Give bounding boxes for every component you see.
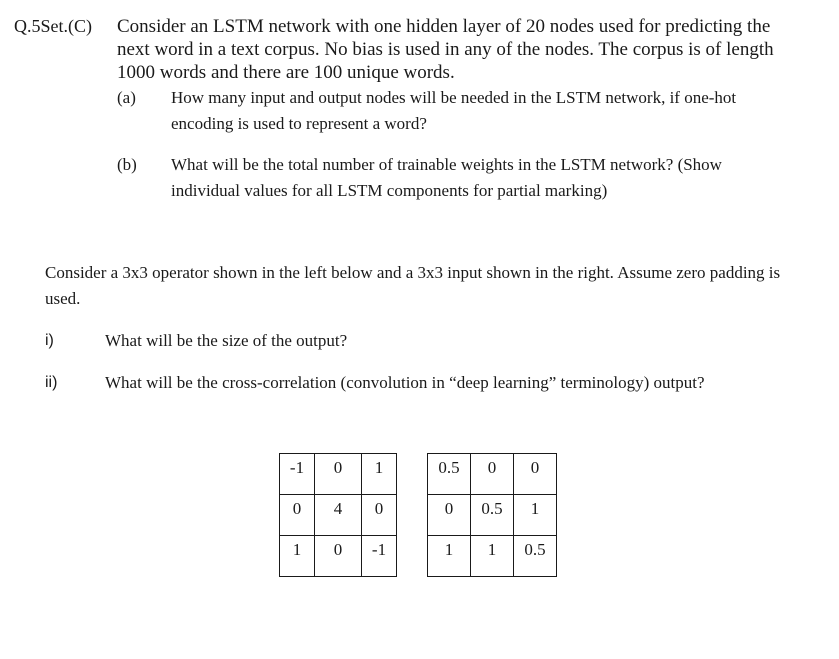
part-b-text: What will be the total number of trainable weights in the LSTM network? (Show individual values for all LSTM components for partial marking) — [171, 155, 722, 200]
item-ii-text: What will be the cross-correlation (convolution in “deep learning” terminology) output? — [105, 373, 705, 392]
item-i-text: What will be the size of the output? — [105, 331, 348, 350]
part-b-label: (b) — [117, 155, 137, 174]
matrix-cell: 1 — [428, 536, 471, 577]
item-i-label: i) — [45, 332, 54, 349]
matrix-cell: 0.5 — [428, 454, 471, 495]
matrix-cell: 0 — [514, 454, 557, 495]
matrix-cell: 0 — [315, 454, 362, 495]
matrix-cell: 1 — [280, 536, 315, 577]
question-text: Consider an LSTM network with one hidden layer of 20 nodes used for predicting the next word in a text corpus. No bias is used in any of the nodes. The corpus is of length 1000 words and there are 100 unique words. — [117, 16, 774, 83]
matrix-cell: 0.5 — [514, 536, 557, 577]
matrix-cell: 0 — [315, 536, 362, 577]
matrix-cell: 0 — [280, 495, 315, 536]
input-matrix — [427, 453, 557, 577]
matrix-cell: 1 — [471, 536, 514, 577]
question-label: Q.5Set.(C) — [14, 16, 92, 36]
matrix-cell: 0 — [471, 454, 514, 495]
input-row — [428, 454, 557, 495]
input-row — [428, 536, 557, 577]
matrix-cell: 1 — [514, 495, 557, 536]
part-a-label: (a) — [117, 88, 136, 107]
matrix-cell: -1 — [362, 536, 397, 577]
operator-row — [280, 536, 397, 577]
conv-intro: Consider a 3x3 operator shown in the left below and a 3x3 input shown in the right. Assume zero padding is used. — [45, 263, 781, 308]
operator-row — [280, 495, 397, 536]
matrix-cell: 0 — [362, 495, 397, 536]
matrix-cell: -1 — [280, 454, 315, 495]
matrix-cell: 0.5 — [471, 495, 514, 536]
matrix-cell: 0 — [428, 495, 471, 536]
part-a-text: How many input and output nodes will be needed in the LSTM network, if one-hot encoding is used to represent a word? — [171, 88, 737, 133]
matrix-cell: 4 — [315, 495, 362, 536]
operator-row — [280, 454, 397, 495]
matrix-cell: 1 — [362, 454, 397, 495]
operator-matrix — [279, 453, 397, 577]
item-ii-label: ii) — [45, 374, 58, 391]
input-row — [428, 495, 557, 536]
